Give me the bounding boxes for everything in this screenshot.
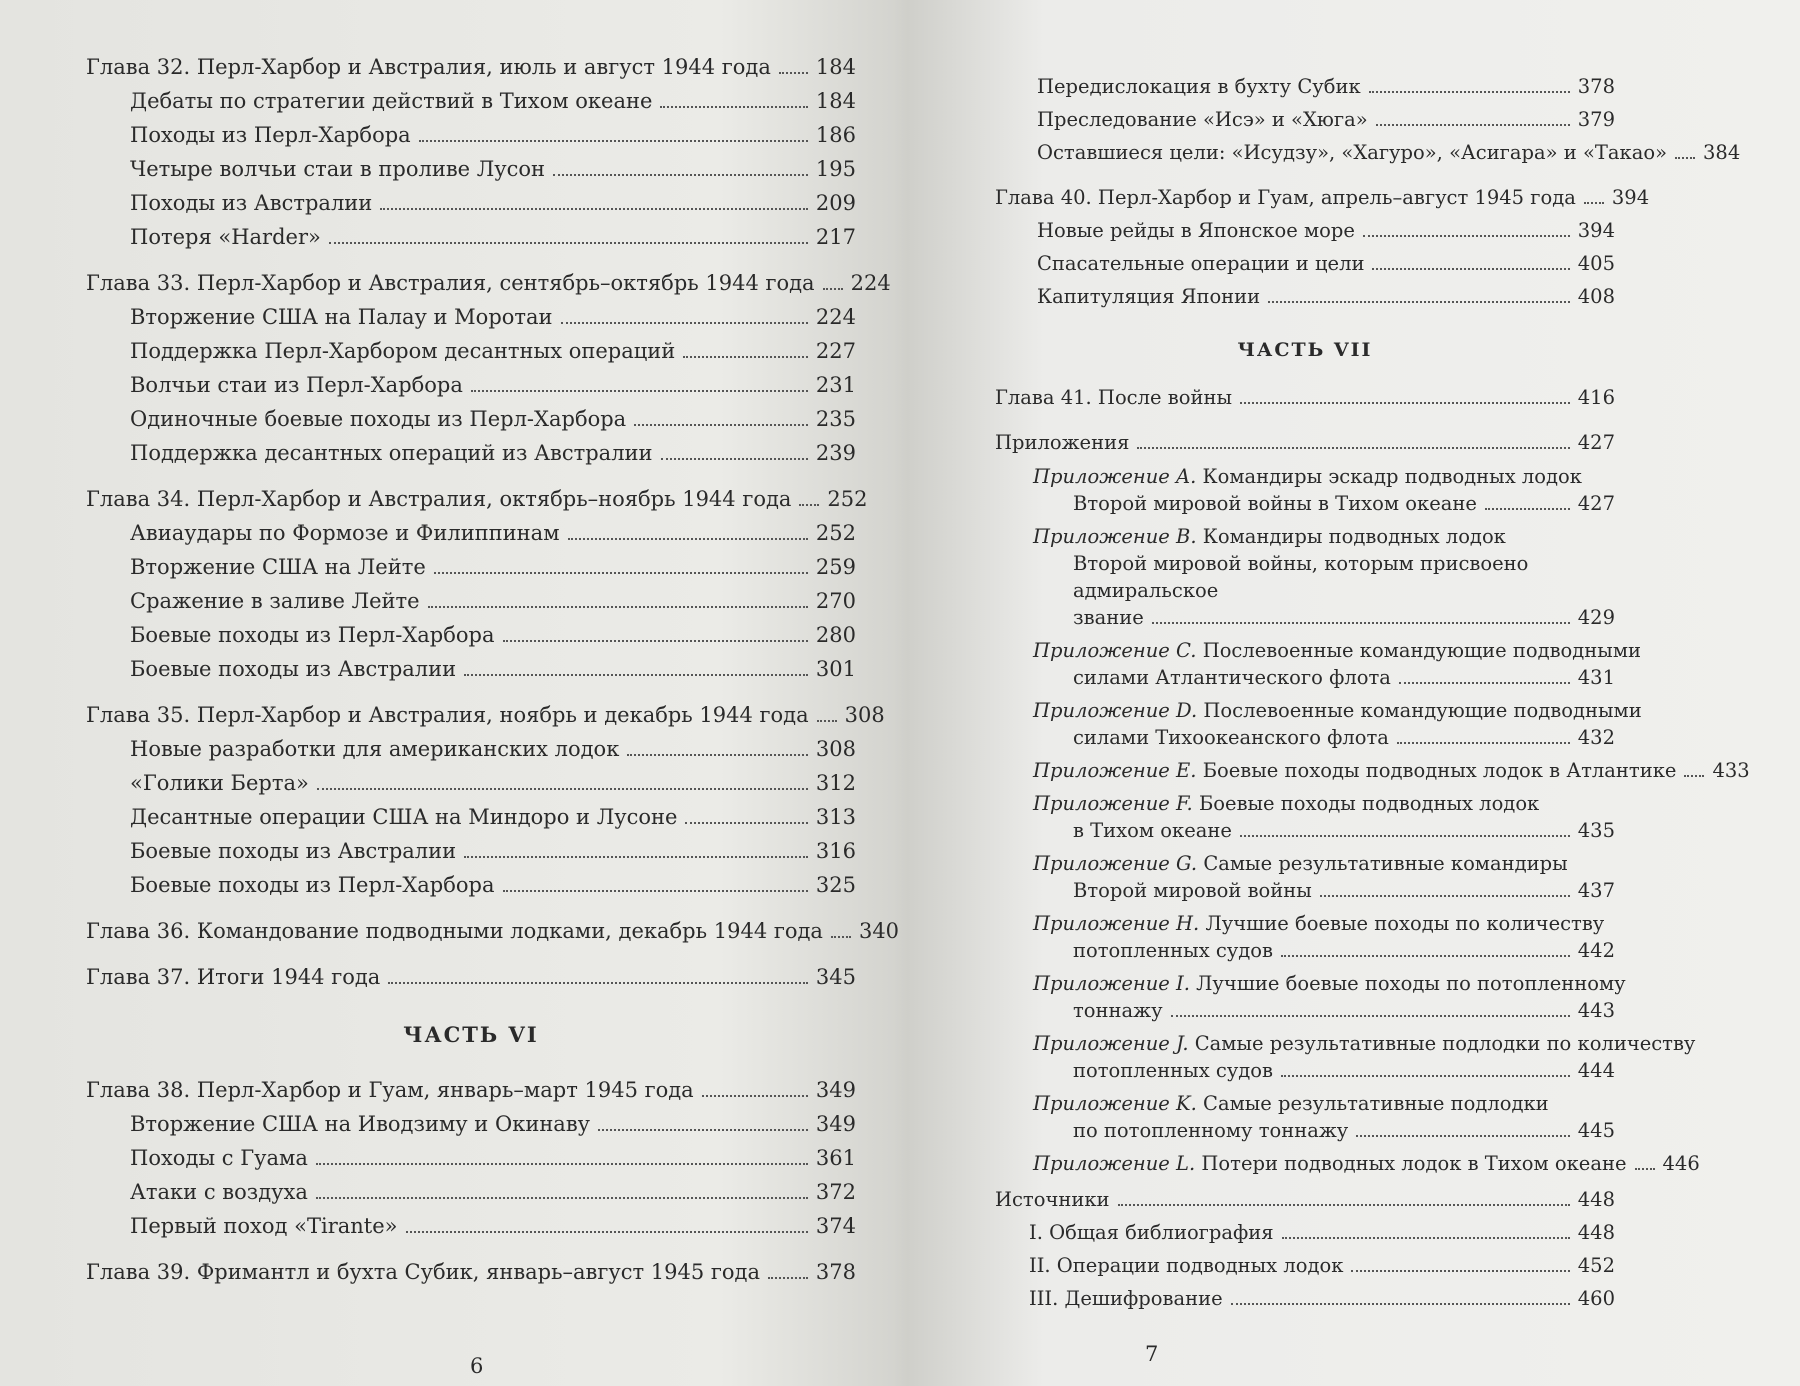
entry-page: 429 <box>1577 606 1615 629</box>
leader-dots <box>1231 1303 1570 1305</box>
entry-title: Источники <box>995 1188 1110 1211</box>
entry-title: Поддержка Перл-Харбором десантных операций <box>130 339 676 363</box>
toc-chapter-entry <box>86 1073 856 1107</box>
appendix-entry <box>995 970 1626 1024</box>
entry-title: Боевые походы из Перл-Харбора <box>130 623 495 647</box>
entry-page: 340 <box>858 919 900 943</box>
appendix-last-line <box>1033 937 1615 964</box>
leader-dots <box>660 106 808 108</box>
entry-title: Передислокация в бухту Субик <box>1037 75 1361 98</box>
appendix-title <box>1033 637 1641 664</box>
entry-page: 349 <box>815 1112 856 1136</box>
entry-page: 379 <box>1577 108 1615 131</box>
entry-title: Глава 33. Перл-Харбор и Австралия, сентябрь–октябрь 1944 года <box>86 271 815 295</box>
appendix-entry <box>995 697 1642 751</box>
entry-title: Глава 32. Перл-Харбор и Австралия, июль и август 1944 года <box>86 55 771 79</box>
entry-page: 280 <box>815 623 856 647</box>
leader-dots <box>661 458 808 460</box>
entry-page: 435 <box>1577 819 1615 842</box>
entry-page: 442 <box>1577 939 1615 962</box>
entry-title: Вторжение США на Палау и Моротаи <box>130 305 553 329</box>
appendix-text: Послевоенные командующие подводными <box>1203 699 1642 722</box>
leader-dots <box>388 982 808 984</box>
toc-chapter-entry <box>995 181 1650 214</box>
leader-dots <box>1376 124 1570 126</box>
toc-sub-entry <box>86 834 856 868</box>
toc-chapter-entry <box>86 914 900 948</box>
entry-title: I. Общая библиография <box>1029 1221 1274 1244</box>
entry-page: 384 <box>1703 141 1741 164</box>
leader-dots <box>503 640 808 642</box>
appendix-label: Приложение K. <box>1033 1092 1197 1115</box>
leader-dots <box>1675 157 1695 159</box>
toc-sub-entry <box>86 766 856 800</box>
right-page <box>900 0 1800 1386</box>
appendix-last-line <box>1033 490 1615 517</box>
leader-dots <box>1118 1204 1570 1206</box>
toc-chapter-entry <box>86 960 856 994</box>
entry-title: «Голики Берта» <box>130 771 309 795</box>
sources-sub-entry <box>995 1249 1615 1282</box>
appendix-text-line: звание <box>1073 606 1144 629</box>
appendix-text: Боевые походы подводных лодок в Атлантике <box>1202 759 1677 782</box>
leader-dots <box>598 1129 808 1131</box>
entry-page: 394 <box>1577 219 1615 242</box>
entry-page: 184 <box>815 89 856 113</box>
toc-sub-entry <box>86 84 856 118</box>
appendix-text: Послевоенные командующие подводными <box>1202 639 1641 662</box>
leader-dots <box>831 936 851 938</box>
toc-sub-entry <box>86 800 856 834</box>
leader-dots <box>568 538 808 540</box>
toc-sub-entry <box>995 280 1615 313</box>
toc-sub-entry <box>995 103 1615 136</box>
entry-page: 427 <box>1577 431 1615 454</box>
page-number-right: 7 <box>1145 1342 1159 1366</box>
appendix-text-line: потопленных судов <box>1073 939 1274 962</box>
entry-title: Приложения <box>995 431 1130 454</box>
appendix-last-line <box>1033 997 1615 1024</box>
toc-sub-entry <box>86 618 856 652</box>
entry-title: III. Дешифрование <box>1029 1287 1223 1310</box>
leader-dots <box>1356 1135 1570 1137</box>
toc-sub-entry <box>86 300 856 334</box>
toc-chapter-entry <box>86 50 856 84</box>
leader-dots <box>683 356 808 358</box>
appendix-text: Потери подводных лодок в Тихом океане <box>1201 1152 1627 1175</box>
leader-dots <box>702 1095 808 1097</box>
toc-chapter-entry <box>995 1183 1615 1216</box>
appendix-entry <box>995 1150 1700 1177</box>
appendix-text-line: силами Тихоокеанского флота <box>1073 726 1389 749</box>
appendix-text: Командиры эскадр подводных лодок <box>1202 465 1582 488</box>
appendix-text-line: потопленных судов <box>1073 1059 1274 1082</box>
toc-sub-entry <box>86 550 856 584</box>
entry-title: Вторжение США на Иводзиму и Окинаву <box>130 1112 591 1136</box>
leader-dots <box>317 788 808 790</box>
leader-dots <box>1240 402 1570 404</box>
entry-page: 301 <box>815 657 856 681</box>
leader-dots <box>1351 1270 1569 1272</box>
leader-dots <box>817 720 837 722</box>
entry-title: Глава 37. Итоги 1944 года <box>86 965 381 989</box>
entry-page: 239 <box>815 441 856 465</box>
entry-page: 443 <box>1577 999 1615 1022</box>
toc-sub-entry <box>86 1209 856 1243</box>
appendix-entry <box>995 757 1750 784</box>
appendix-label: Приложение E. <box>1033 759 1197 782</box>
entry-page: 224 <box>815 305 856 329</box>
entry-title: Боевые походы из Австралии <box>130 657 457 681</box>
appendix-last-line <box>1033 1117 1615 1144</box>
entry-title: Атаки с воздуха <box>130 1180 308 1204</box>
appendix-entry <box>995 910 1615 964</box>
entry-page: 446 <box>1662 1152 1700 1175</box>
leader-dots <box>406 1231 808 1233</box>
entry-title: Сражение в заливе Лейте <box>130 589 420 613</box>
entry-page: 448 <box>1577 1221 1615 1244</box>
toc-sub-entry <box>86 220 856 254</box>
entry-title: Десантные операции США на Миндоро и Лусоне <box>130 805 678 829</box>
toc-chapter-entry <box>995 381 1615 414</box>
entry-title: Одиночные боевые походы из Перл-Харбора <box>130 407 627 431</box>
entry-page: 378 <box>815 1260 856 1284</box>
appendix-text-line: по потопленному тоннажу <box>1073 1119 1349 1142</box>
toc-sub-entry <box>995 136 1741 169</box>
leader-dots <box>1363 235 1570 237</box>
appendix-entry <box>995 463 1615 517</box>
appendix-last-line <box>1033 877 1615 904</box>
appendix-label: Приложение J. <box>1033 1032 1189 1055</box>
sources-sub-entry <box>995 1282 1615 1315</box>
entry-page: 445 <box>1577 1119 1615 1142</box>
entry-page: 345 <box>815 965 856 989</box>
appendix-label: Приложение H. <box>1033 912 1200 935</box>
appendix-entry <box>995 637 1641 691</box>
entry-title: Новые рейды в Японское море <box>1037 219 1355 242</box>
leader-dots <box>634 424 808 426</box>
appendix-label: Приложение F. <box>1033 792 1193 815</box>
leader-dots <box>823 288 843 290</box>
entry-title: Оставшиеся цели: «Исудзу», «Хагуро», «Асигара» и «Такао» <box>1037 141 1668 164</box>
part-heading: ЧАСТЬ VII <box>1237 339 1373 361</box>
entry-page: 217 <box>815 225 856 249</box>
toc-chapter-entry <box>86 482 868 516</box>
appendix-title <box>1033 1030 1696 1057</box>
entry-page: 231 <box>815 373 856 397</box>
leader-dots <box>553 174 808 176</box>
appendix-title <box>1033 523 1615 550</box>
appendix-text: Лучшие боевые походы по количеству <box>1205 912 1605 935</box>
appendix-title <box>1033 970 1626 997</box>
entry-page: 252 <box>827 487 868 511</box>
leader-dots <box>627 754 808 756</box>
appendix-title <box>1033 463 1615 490</box>
entry-title: Поддержка десантных операций из Австралии <box>130 441 653 465</box>
leader-dots <box>1281 1075 1570 1077</box>
leader-dots <box>419 140 808 142</box>
appendix-title <box>1033 850 1615 877</box>
entry-page: 308 <box>815 737 856 761</box>
entry-title: Глава 40. Перл-Харбор и Гуам, апрель–август 1945 года <box>995 186 1576 209</box>
entry-page: 437 <box>1577 879 1615 902</box>
entry-title: II. Операции подводных лодок <box>1029 1254 1344 1277</box>
entry-title: Боевые походы из Перл-Харбора <box>130 873 495 897</box>
entry-title: Глава 36. Командование подводными лодками, декабрь 1944 года <box>86 919 823 943</box>
entry-title: Новые разработки для американских лодок <box>130 737 620 761</box>
appendix-text-line: тоннажу <box>1073 999 1163 1022</box>
sources-sub-entry <box>995 1216 1615 1249</box>
toc-sub-entry <box>86 368 856 402</box>
leader-dots <box>1152 622 1570 624</box>
entry-title: Дебаты по стратегии действий в Тихом океане <box>130 89 653 113</box>
entry-page: 361 <box>815 1146 856 1170</box>
appendix-text-line: Второй мировой войны в Тихом океане <box>1073 492 1477 515</box>
leader-dots <box>316 1163 808 1165</box>
appendix-text-line: Второй мировой войны, которым присвоено адмиральское <box>1073 552 1529 602</box>
leader-dots <box>428 606 808 608</box>
leader-dots <box>1584 202 1604 204</box>
entry-title: Глава 41. После войны <box>995 386 1232 409</box>
appendix-text: Самые результативные командиры <box>1203 852 1568 875</box>
entry-title: Походы с Гуама <box>130 1146 308 1170</box>
leader-dots <box>685 822 807 824</box>
page-number-left: 6 <box>470 1354 484 1378</box>
toc-sub-entry <box>86 436 856 470</box>
entry-page: 405 <box>1577 252 1615 275</box>
toc-chapter-entry <box>86 1255 856 1289</box>
entry-title: Преследование «Исэ» и «Хюга» <box>1037 108 1368 131</box>
entry-page: 224 <box>850 271 891 295</box>
entry-title: Капитуляция Японии <box>1037 285 1261 308</box>
entry-title: Четыре волчьи стаи в проливе Лусон <box>130 157 546 181</box>
appendix-label: Приложение G. <box>1033 852 1198 875</box>
entry-page: 432 <box>1577 726 1615 749</box>
entry-title: Потеря «Harder» <box>130 225 321 249</box>
entry-page: 227 <box>815 339 856 363</box>
entry-page: 444 <box>1577 1059 1615 1082</box>
appendix-title <box>1033 910 1615 937</box>
toc-sub-entry <box>995 214 1615 247</box>
entry-page: 408 <box>1577 285 1615 308</box>
leader-dots <box>316 1197 808 1199</box>
leader-dots <box>1372 268 1569 270</box>
leader-dots <box>1240 835 1570 837</box>
entry-page: 259 <box>815 555 856 579</box>
entry-title: Вторжение США на Лейте <box>130 555 426 579</box>
entry-title: Первый поход «Tirante» <box>130 1214 398 1238</box>
toc-sub-entry <box>86 152 856 186</box>
leader-dots <box>779 72 808 74</box>
appendix-label: Приложение C. <box>1033 639 1197 662</box>
leader-dots <box>434 572 808 574</box>
entry-page: 374 <box>815 1214 856 1238</box>
entry-title: Волчьи стаи из Перл-Харбора <box>130 373 463 397</box>
leader-dots <box>1268 301 1570 303</box>
leader-dots <box>1281 955 1570 957</box>
appendix-entry <box>995 1030 1696 1084</box>
leader-dots <box>1320 895 1570 897</box>
toc-sub-entry <box>86 118 856 152</box>
toc-sub-entry <box>86 402 856 436</box>
appendix-text: Командиры подводных лодок <box>1202 525 1506 548</box>
entry-title: Глава 38. Перл-Харбор и Гуам, январь–март 1945 года <box>86 1078 694 1102</box>
toc-sub-entry <box>86 1175 856 1209</box>
leader-dots <box>799 504 819 506</box>
toc-sub-entry <box>995 70 1615 103</box>
entry-page: 184 <box>815 55 856 79</box>
appendix-last-line <box>1033 604 1615 631</box>
appendix-text-line: Второй мировой войны <box>1073 879 1312 902</box>
entry-title: Спасательные операции и цели <box>1037 252 1365 275</box>
entry-page: 431 <box>1577 666 1615 689</box>
leader-dots <box>1399 682 1570 684</box>
toc-sub-entry <box>86 516 856 550</box>
appendix-text: Самые результативные подлодки <box>1203 1092 1549 1115</box>
entry-page: 316 <box>815 839 856 863</box>
toc-sub-entry <box>86 186 856 220</box>
leader-dots <box>1635 1168 1655 1170</box>
appendix-text-line: силами Атлантического флота <box>1073 666 1391 689</box>
toc-sub-entry <box>86 584 856 618</box>
entry-page: 235 <box>815 407 856 431</box>
toc-sub-entry <box>86 868 856 902</box>
leader-dots <box>1397 742 1570 744</box>
appendix-entry <box>995 1090 1615 1144</box>
entry-title: Походы из Перл-Харбора <box>130 123 411 147</box>
appendix-label: Приложение D. <box>1033 699 1198 722</box>
right-toc <box>995 70 1750 1315</box>
entry-page: 186 <box>815 123 856 147</box>
entry-page: 312 <box>815 771 856 795</box>
toc-sub-entry <box>995 247 1615 280</box>
part-heading: ЧАСТЬ VI <box>403 1022 539 1047</box>
leader-dots <box>1485 508 1570 510</box>
toc-sub-entry <box>86 732 856 766</box>
leader-dots <box>561 322 808 324</box>
entry-page: 195 <box>815 157 856 181</box>
appendix-entry <box>995 850 1615 904</box>
entry-title: Глава 39. Фримантл и бухта Субик, январь–август 1945 года <box>86 1260 761 1284</box>
leader-dots <box>768 1277 808 1279</box>
entry-page: 270 <box>815 589 856 613</box>
appendix-label: Приложение I. <box>1033 972 1190 995</box>
appendix-label: Приложение A. <box>1033 465 1197 488</box>
entry-page: 325 <box>815 873 856 897</box>
toc-sub-entry <box>86 1107 856 1141</box>
appendix-text: Лучшие боевые походы по потопленному <box>1196 972 1626 995</box>
leader-dots <box>503 890 808 892</box>
appendix-text-line: в Тихом океане <box>1073 819 1232 842</box>
appendix-title <box>1033 790 1615 817</box>
entry-page: 433 <box>1712 759 1750 782</box>
entry-page: 209 <box>815 191 856 215</box>
leader-dots <box>1684 775 1704 777</box>
entry-title: Глава 35. Перл-Харбор и Австралия, ноябрь и декабрь 1944 года <box>86 703 809 727</box>
entry-page: 394 <box>1611 186 1650 209</box>
toc-sub-entry <box>86 334 856 368</box>
appendix-last-line <box>1033 724 1615 751</box>
appendix-title <box>1033 1150 1627 1177</box>
entry-title: Походы из Австралии <box>130 191 373 215</box>
appendix-last-line <box>1033 817 1615 844</box>
left-toc <box>86 50 900 1289</box>
appendix-entry <box>995 523 1615 631</box>
entry-page: 313 <box>815 805 856 829</box>
appendix-title <box>1033 697 1642 724</box>
toc-chapter-entry <box>86 266 891 300</box>
toc-sub-entry <box>86 652 856 686</box>
leader-dots <box>1369 91 1570 93</box>
appendix-entry <box>995 790 1615 844</box>
leader-dots <box>464 674 808 676</box>
entry-page: 378 <box>1577 75 1615 98</box>
entry-page: 448 <box>1577 1188 1615 1211</box>
leader-dots <box>471 390 808 392</box>
appendix-label: Приложение L. <box>1033 1152 1196 1175</box>
leader-dots <box>329 242 808 244</box>
toc-sub-entry <box>86 1141 856 1175</box>
entry-page: 460 <box>1577 1287 1615 1310</box>
entry-title: Глава 34. Перл-Харбор и Австралия, октябрь–ноябрь 1944 года <box>86 487 792 511</box>
entry-page: 349 <box>815 1078 856 1102</box>
entry-page: 427 <box>1577 492 1615 515</box>
appendix-text: Самые результативные подлодки по количеству <box>1194 1032 1696 1055</box>
leader-dots <box>1171 1015 1570 1017</box>
toc-chapter-entry <box>995 426 1615 459</box>
leader-dots <box>1137 447 1569 449</box>
leader-dots <box>380 208 808 210</box>
appendix-text: Боевые походы подводных лодок <box>1198 792 1540 815</box>
entry-title: Боевые походы из Австралии <box>130 839 457 863</box>
entry-page: 372 <box>815 1180 856 1204</box>
entry-page: 252 <box>815 521 856 545</box>
entry-page: 416 <box>1577 386 1615 409</box>
appendix-last-line <box>1033 664 1615 691</box>
entry-page: 308 <box>844 703 885 727</box>
appendix-last-line <box>1033 1057 1615 1084</box>
appendix-title <box>1033 1090 1615 1117</box>
toc-chapter-entry <box>86 698 885 732</box>
leader-dots <box>1282 1237 1570 1239</box>
entry-page: 452 <box>1577 1254 1615 1277</box>
leader-dots <box>464 856 808 858</box>
appendix-label: Приложение B. <box>1033 525 1197 548</box>
entry-title: Авиаудары по Формозе и Филиппинам <box>130 521 560 545</box>
appendix-title <box>1033 757 1676 784</box>
